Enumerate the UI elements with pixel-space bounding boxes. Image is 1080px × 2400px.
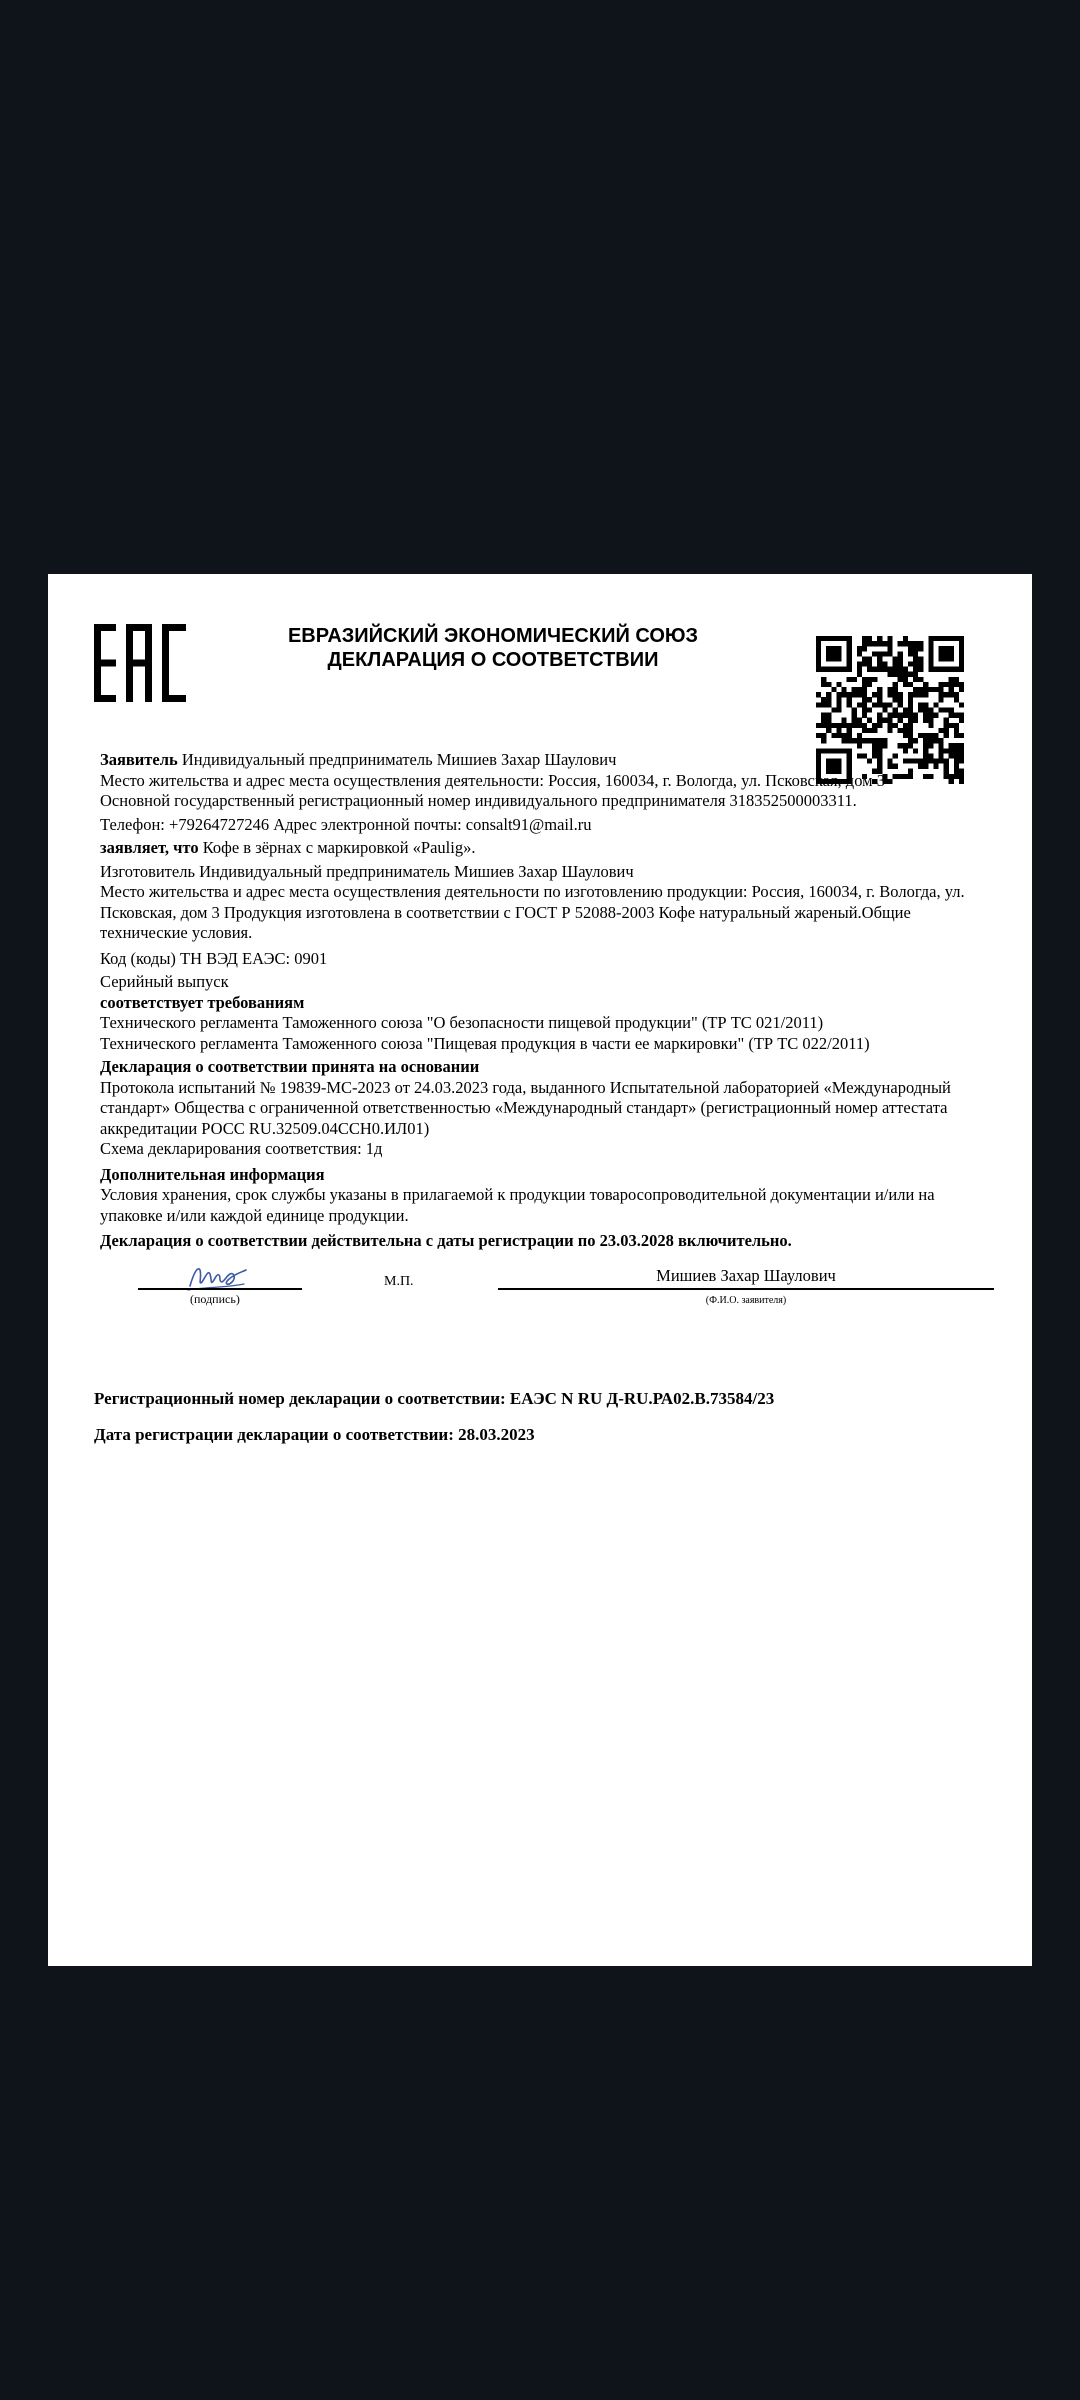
- seal-place: М.П.: [384, 1273, 414, 1289]
- requirement-item: Технического регламента Таможенного союза "Пищевая продукция в части ее маркировки" (ТР ТС 022/2011): [100, 1033, 870, 1053]
- document-header: [248, 624, 738, 672]
- registration-number: Регистрационный номер декларации о соответствии: ЕАЭС N RU Д-RU.РА02.В.73584/23: [94, 1389, 775, 1408]
- basis-heading: Декларация о соответствии принята на основании: [100, 1057, 480, 1076]
- applicant-full-name: Мишиев Захар Шаулович: [656, 1265, 836, 1285]
- batch-type: Серийный выпуск: [100, 972, 229, 991]
- registration-date: Дата регистрации декларации о соответствии: 28.03.2023: [94, 1425, 535, 1444]
- declares-line: [100, 838, 980, 859]
- requirement-item: Технического регламента Таможенного союза "О безопасности пищевой продукции" (ТР ТС 021/2011): [100, 1013, 824, 1032]
- declaration-scheme: Схема декларирования соответствия: 1д: [100, 1139, 383, 1158]
- additional-heading: Дополнительная информация: [100, 1164, 325, 1184]
- signature-caption: (подпись): [190, 1291, 240, 1306]
- additional-text: Условия хранения, срок службы указаны в прилагаемой к продукции товаросопроводительной документации и/или на упаковке и/или каждой единице продукции.: [100, 1185, 935, 1225]
- test-protocol: Протокола испытаний № 19839-МС-2023 от 24.03.2023 года, выданного Испытательной лабораторией «Международный стандарт» Общества с ограниченной ответственностью «Международный стандарт» (регистрационный номер аттестата аккредитации РОСС RU.32509.04ССН0.ИЛ01): [100, 1077, 951, 1138]
- manufacturer-address: Место жительства и адрес места осуществления деятельности по изготовлению продукции: Россия, 160034, г. Вологда, ул. Псковская, дом 3 Продукция изготовлена в соответствии с ГОСТ Р 52088-2003 Кофе натуральный жареный.Общие технические условия.: [100, 882, 965, 942]
- name-line: [498, 1288, 994, 1290]
- tn-ved-code: Код (коды) ТН ВЭД ЕАЭС: 0901: [100, 948, 328, 968]
- declaration-document: [48, 574, 1032, 1966]
- applicant-label: Заявитель: [100, 750, 178, 769]
- eac-logo: [94, 624, 186, 702]
- requirements-heading: соответствует требованиям: [100, 992, 305, 1012]
- applicant-ogrn: Основной государственный регистрационный номер индивидуального предпринимателя 318352500003311.: [100, 791, 857, 810]
- applicant-name: Индивидуальный предприниматель Мишиев Захар Шаулович: [181, 750, 617, 769]
- document-title: ДЕКЛАРАЦИЯ О СООТВЕТСТВИИ: [327, 649, 659, 671]
- applicant-contacts: Телефон: +79264727246 Адрес электронной почты: consalt91@mail.ru: [100, 814, 592, 834]
- validity-statement: Декларация о соответствии действительна с даты регистрации по 23.03.2028 включительно.: [100, 1231, 792, 1250]
- declaration-body: [100, 750, 980, 1314]
- union-name: ЕВРАЗИЙСКИЙ ЭКОНОМИЧЕСКИЙ СОЮЗ: [287, 625, 699, 647]
- signature-row: [100, 1260, 980, 1314]
- product-name: Кофе в зёрнах с маркировкой «Paulig».: [202, 838, 476, 857]
- declares-label: заявляет, что: [100, 838, 199, 857]
- registration-info: [94, 1388, 994, 1460]
- applicant-address: Место жительства и адрес места осуществления деятельности: Россия, 160034, г. Вологда, ул. Псковская, дом 3: [100, 770, 885, 790]
- manufacturer: Изготовитель Индивидуальный предприниматель Мишиев Захар Шаулович: [100, 861, 634, 881]
- name-caption: (Ф.И.О. заявителя): [705, 1294, 787, 1306]
- applicant-line: [100, 750, 980, 771]
